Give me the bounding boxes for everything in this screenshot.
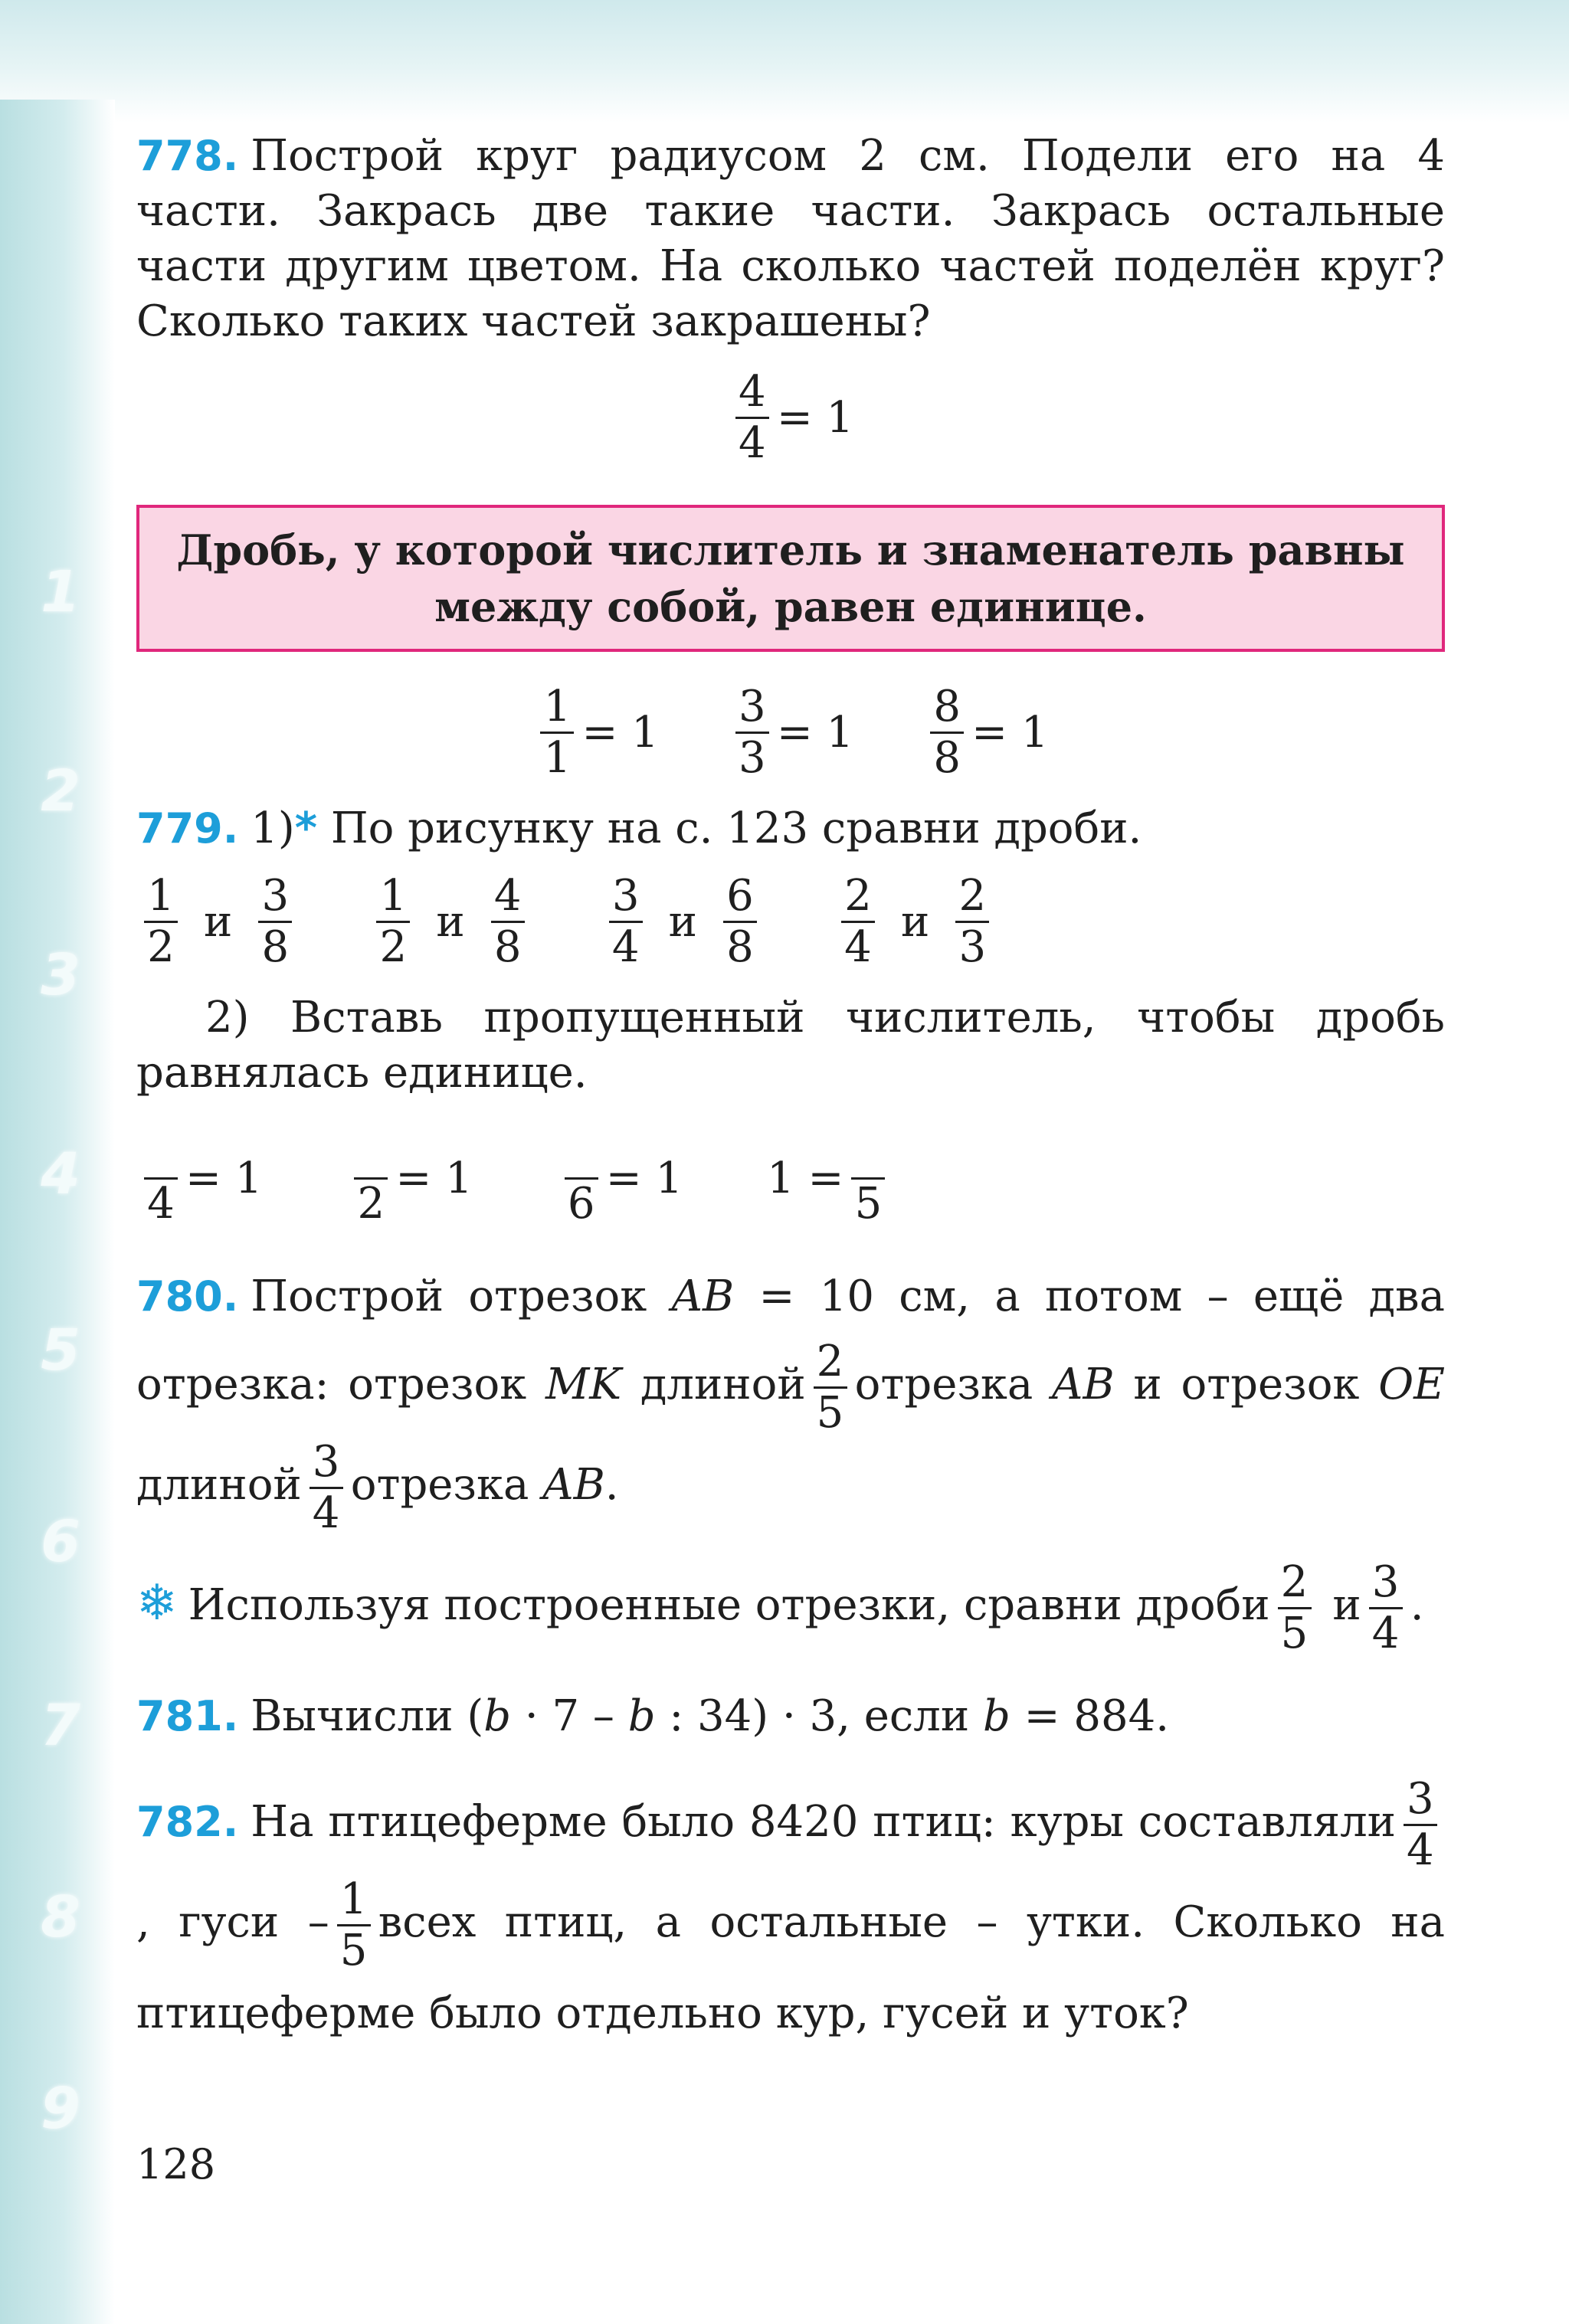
page-content — [136, 129, 1445, 2052]
blank-fraction: 4 = 1 — [136, 1128, 262, 1229]
side-tab-number: 2 — [41, 758, 80, 824]
blank-fraction: 2 = 1 — [346, 1128, 472, 1229]
fraction-pair: $\frac{1}{2}$ и $\frac{4}{8}$ — [369, 872, 532, 972]
fraction-pair: $\frac{3}{4}$ и $\frac{6}{8}$ — [601, 872, 765, 972]
side-tab-number: 8 — [41, 1884, 80, 1950]
unit-fraction: $\frac{3}{3}$ = 1 — [728, 682, 853, 783]
blank-fraction: 1 = 5 — [767, 1128, 893, 1229]
rule-box — [136, 505, 1445, 652]
fraction-pair: $\frac{1}{2}$ и $\frac{3}{8}$ — [136, 872, 300, 972]
side-tab-number: 6 — [41, 1509, 80, 1575]
difficulty-star: * — [294, 804, 318, 853]
top-decor-band — [0, 0, 1569, 123]
page-number: 128 — [136, 2140, 216, 2188]
equation-4-4 — [136, 368, 1445, 468]
task-number: 779. — [136, 804, 239, 853]
rule-line-2: между собой, равен единице. — [434, 582, 1147, 631]
task-snowflake: ❄ Используя построенные отрезки, сравни дроби $\frac{2}{5}$ и $\frac{3}{4}$ . — [136, 1557, 1424, 1658]
unit-fraction: $\frac{1}{1}$ = 1 — [532, 682, 658, 783]
side-tab-number: 7 — [41, 1693, 80, 1759]
task-number: 782. — [136, 1798, 239, 1846]
side-tab-number: 5 — [41, 1317, 80, 1383]
rule-line-1: Дробь, у которой числитель и знаменатель равны — [176, 525, 1405, 574]
side-tab-number: 1 — [41, 559, 80, 625]
task-779-part-2: 2) Вставь пропущенный числитель, чтобы дробь равнялась единице. — [136, 993, 1445, 1098]
snowflake-icon: ❄ — [136, 1575, 178, 1632]
task-text: Построй круг радиусом 2 см. Подели его на 4 части. Закрась две такие части. Закрась остальные части другим цветом. На сколько частей поделён круг? Сколько таких частей закрашены? — [136, 131, 1445, 346]
side-tab-number: 3 — [41, 942, 80, 1008]
fraction-pairs — [136, 872, 1445, 972]
fraction: $\frac{4}{4}$ — [735, 368, 769, 468]
equation-rest: = 1 — [776, 392, 854, 443]
task-779: 779. 1)* По рисунку на с. 123 сравни дроби. — [136, 804, 1142, 853]
task-781: 781. Вычисли (b · 7 – b : 34) · 3, если b = 884. — [136, 1691, 1170, 1741]
task-number: 780. — [136, 1272, 239, 1321]
unit-fraction-examples — [136, 682, 1445, 783]
task-number: 781. — [136, 1692, 239, 1740]
fraction-pair: $\frac{2}{4}$ и $\frac{2}{3}$ — [834, 872, 997, 972]
task-782: 782. На птицеферме было 8420 птиц: куры составляли $\frac{3}{4}$ , гуси – $\frac{1}{5}$ всех птиц, а остальные – утки. Сколько на птицеферме было отдельно кур, гусей и уток? — [136, 1774, 1445, 2038]
task-778 — [136, 129, 1445, 349]
task-number: 778. — [136, 132, 239, 180]
side-tab-number: 9 — [41, 2076, 80, 2142]
side-decor-band — [0, 100, 115, 2324]
blank-numerator-row — [136, 1128, 1445, 1229]
unit-fraction: $\frac{8}{8}$ = 1 — [922, 682, 1048, 783]
blank-fraction: 6 = 1 — [557, 1128, 683, 1229]
task-780: 780. Построй отрезок AB = 10 см, а потом – ещё два отрезка: отрезок MK длиной $\frac{2}{5}$ отрезка AB и отрезок OE длиной $\frac{3}{4}$ отрезка AB. — [136, 1272, 1445, 1538]
side-tab-number: 4 — [41, 1141, 80, 1207]
